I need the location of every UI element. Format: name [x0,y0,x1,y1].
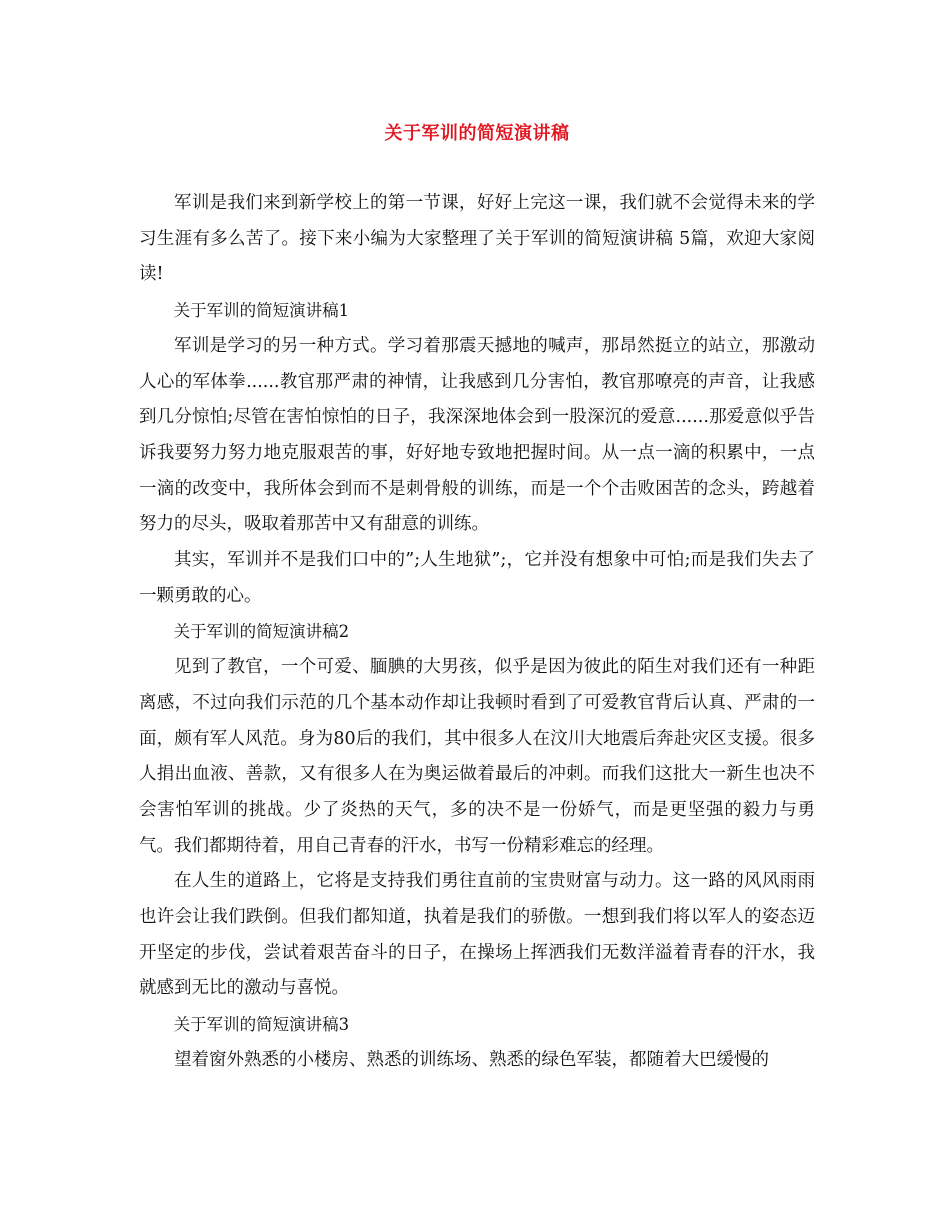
document-page [139,118,815,1079]
document-title: 关于军训的简短演讲稿 [384,123,570,144]
section-heading: 关于军训的简短演讲稿1 [173,301,350,321]
section-paragraph: 在人生的道路上，它将是支持我们勇往直前的宝贵财富与动力。这一路的风风雨雨也许会让我们跌倒。但我们都知道，执着是我们的骄傲。一想到我们将以军人的姿态迈开坚定的步伐，尝试着艰苦奋斗的日子，在操场上挥洒我们无数洋溢着青春的汗水，我就感到无比的激动与喜悦。 [139,871,815,999]
section-paragraph: 见到了教官，一个可爱、腼腆的大男孩，似乎是因为彼此的陌生对我们还有一种距离感，不过向我们示范的几个基本动作却让我顿时看到了可爱教官背后认真、严肃的一面，颇有军人风范。身为80后的我们，其中很多人在汶川大地震后奔赴灾区支援。很多人捐出血液、善款，又有很多人在为奥运做着最后的冲刺。而我们这批大一新生也决不会害怕军训的挑战。少了炎热的天气，多的决不是一份娇气，而是更坚强的毅力与勇气。我们都期待着，用自己青春的汗水，书写一份精彩难忘的经理。 [139,657,815,856]
section-paragraph: 军训是学习的另一种方式。学习着那震天撼地的喊声，那昂然挺立的站立，那激动人心的军体拳......教官那严肃的神情，让我感到几分害怕，教官那嘹亮的声音，让我感到几分惊怕;尽管在害怕惊怕的日子，我深深地体会到一股深沉的爱意......那爱意似乎告诉我要努力努力地克服艰苦的事，好好地专致地把握时间。从一点一滴的积累中，一点一滴的改变中，我所体会到而不是刺骨般的训练，而是一个个击败困苦的念头，跨越着努力的尽头，吸取着那苦中又有甜意的训练。 [139,335,815,535]
section-paragraph: 其实，军训并不是我们口中的”;人生地狱”;，它并没有想象中可怕;而是我们失去了一颗勇敢的心。 [139,550,815,606]
section-paragraph: 望着窗外熟悉的小楼房、熟悉的训练场、熟悉的绿色军装，都随着大巴缓慢的 [174,1049,769,1070]
section-heading: 关于军训的简短演讲稿2 [173,622,350,642]
section-3 [139,1007,815,1078]
section-2 [139,614,815,1007]
section-1 [139,293,815,614]
intro-paragraph: 军训是我们来到新学校上的第一节课，好好上完这一课，我们就不会觉得未来的学习生涯有多么苦了。接下来小编为大家整理了关于军训的简短演讲稿 5篇，欢迎大家阅读! [139,193,815,285]
section-heading: 关于军训的简短演讲稿3 [173,1015,350,1035]
